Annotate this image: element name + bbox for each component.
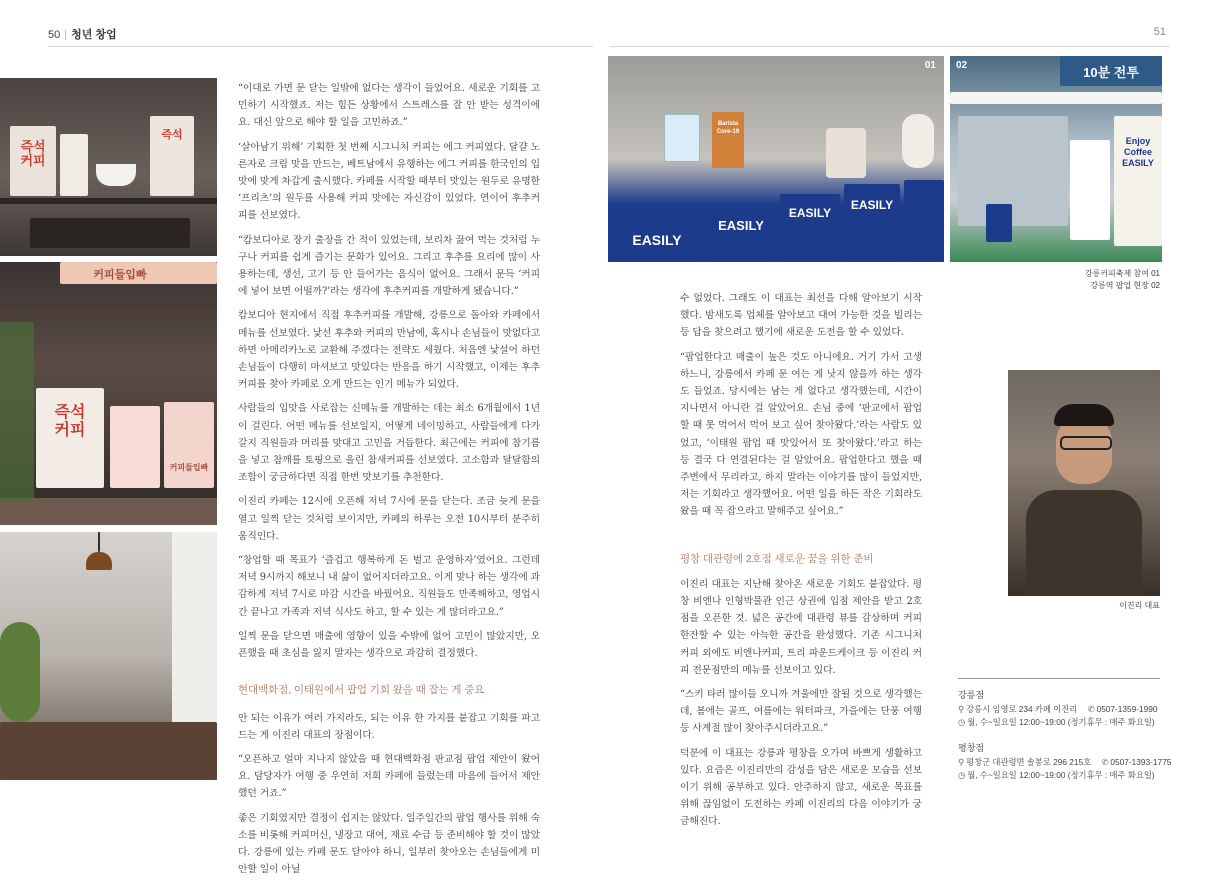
portrait-caption: 이진리 대표: [1119, 601, 1160, 610]
photo-festival-booth: [608, 56, 944, 262]
paragraph: “오픈하고 얼마 지나지 않았을 때 현대백화점 판교점 팝업 제안이 왔어요. 담당자가 여행 중 우연히 저희 카페에 들렀는데 마음에 들어서 제안했던 거죠.”: [238, 753, 540, 800]
header-rule-left: [48, 46, 593, 47]
paragraph: “스키 타러 많이들 오니까 겨울에만 잘될 것으로 생각했는데, 봄에는 골프, 여름에는 워터파크, 가을에는 단풍 여행 등 사계절 많이 찾아주시더라고요.”: [680, 689, 922, 735]
section-subheading: 현대백화점, 이태원에서 팝업 기회 왔을 때 잡는 게 중요: [238, 684, 485, 697]
header-separator: |: [64, 29, 68, 41]
store-hours: 월, 수~일요일 12:00~19:00 (정기휴무 : 매주 화요일): [967, 717, 1155, 727]
store-address: 강릉시 임영로 234 카페 이진리: [966, 704, 1078, 714]
photo-portrait: [1008, 370, 1160, 596]
paragraph: “창업할 때 목표가 ‘즐겁고 행복하게 돈 벌고 운영하자’였어요. 그런데 저녁 9시까지 해보니 내 삶이 없어지더라고요. 이게 맞나 하는 생각에 과감하게 저녁 7시로 마감 시간을 바꿨어요. 직원들도 만족해하고, 영업시간 끝나고 가족과 저녁 식사도 하고, 할 수 있는 게 많더라고요.”: [238, 555, 540, 618]
store-hours: 월, 수~일요일 12:00~19:00 (정기휴무 : 매주 화요일): [967, 770, 1155, 780]
paragraph: 덕분에 이 대표는 강릉과 평창을 오가며 바쁘게 생활하고 있다. 요즘은 이진리만의 감성을 담은 새로운 모습을 선보이기 위해 공부하고 있다. 안주하지 않고, 새로운 목표를 위해 끊임없이 도전하는 카페 이진리의 다음 이야기가 궁금해진다.: [680, 747, 922, 828]
paragraph: ‘살아남기 위해’ 기획한 첫 번째 시그니처 커피는 에그 커피였다. 달걀 노른자로 크림 맛을 만드는, 베트남에서 유행하는 에그 커피를 한국인의 입맛에 맞게 차갑게 출시했다. 카페를 시작할 때부터 맛있는 원두로 유명한 ‘프리츠’의 원두를 사용해 커피 맛에는 자신감이 있었다. 연이어 후추커피를 선보였다.: [238, 141, 540, 222]
potted-plant: [0, 622, 40, 722]
product-box: [60, 134, 88, 196]
banner: [60, 262, 217, 284]
booth-panel: [844, 184, 900, 258]
paragraph: “팝업한다고 매출이 높은 것도 아니에요. 거기 가서 고생하느니, 강릉에서 카페 문 여는 게 낫지 않을까 하는 생각도 들었죠. 당시에는 남는 게 없다고 생각했는데, 시간이 지나면서 아니란 걸 알았어요. 손님 중에 ‘판교에서 팝업할 때 못 먹어서 먹어 보고 싶어 찾아왔다.’라는 사람도 있었고, ‘이태원 팝업 때 맛있어서 또 찾아왔다.’라고 하는 등 결국 다 연결된다는 걸 알았어요. 팝업한다고 했을 때 주변에서 무리라고, 하지 말라는 이야기를 많이 들었지만, 저는 기회라고 생각했어요. 어떤 일을 하든 작은 기회라도 왔을 때 꼭 잡으라고 말해주고 싶어요.”: [680, 351, 922, 518]
photo-captions: [1000, 268, 1160, 292]
dessert-stand: [826, 128, 866, 178]
pos-terminal: [664, 114, 700, 162]
product-box: [150, 116, 194, 196]
portrait-shirt: [1026, 490, 1142, 596]
header-rule-right: [610, 46, 1170, 47]
booth-label: EASILY: [788, 206, 832, 220]
booth-panel: [706, 208, 776, 258]
standing-sign: [712, 112, 744, 168]
phone-icon: ✆: [1087, 704, 1095, 714]
article-column-right: [680, 290, 922, 838]
booth-panel: [780, 194, 840, 258]
clock-icon: ◷: [958, 717, 966, 727]
photo-number: 01: [924, 60, 936, 71]
store-hours-line: [958, 716, 1155, 728]
info-rule: [958, 678, 1160, 679]
photo-product-display: [0, 262, 217, 525]
paragraph: 안 되는 이유가 여러 가지라도, 되는 이유 한 가지를 붙잡고 기회를 파고드는 게 이진리 대표의 장점이다.: [238, 712, 540, 741]
store-phone: 0507-1393-1775: [1110, 757, 1172, 767]
store-name: 강릉점: [958, 690, 985, 700]
paragraph: 캄보디아 현지에서 직접 후추커피를 개발해, 강릉으로 돌아와 카페에서 메뉴를 선보였다. 낯선 후추와 커피의 만남에, 혹시나 손님들이 맛없다고 하면 아메리카노로 교환해 주겠다는 전략도 세웠다. 처음엔 낯설어 하던 손님들이 다행히 마셔보고 맛있다는 반응을 하기 시작했고, 이제는 후추커피를 찾아 카페로 오게 만드는 인기 메뉴가 되었다.: [238, 310, 540, 391]
page-header-left: [48, 26, 117, 42]
paragraph: 이진리 대표는 지난해 찾아온 새로운 기회도 붙잡았다. 평창 비엔나 인형박물관 인근 상권에 입점 제안을 받고 2호점을 오픈한 것. 넓은 공간에 대관령 뷰를 감상하며 커피 한잔할 수 있는 아늑한 공간을 완성했다. 기존 시그니처 커피 외에도 비엔나커피, 트리 파운드케이크 등 이진리 커피 전문점만의 메뉴를 선보이고 있다.: [680, 578, 922, 676]
page-number-right: 51: [1153, 26, 1166, 38]
store-hours-line: [958, 769, 1155, 781]
plant-foliage: [0, 322, 34, 502]
phone-icon: ✆: [1101, 757, 1109, 767]
popup-banner: [1114, 116, 1162, 246]
box-label: 즉석 커피: [20, 139, 46, 168]
paragraph: “캄보디아로 장기 출장을 간 적이 있었는데, 보리차 끓여 먹는 것처럼 누구나 커피를 쉽게 즐기는 문화가 있어요. 그리고 후추를 요리에 많이 사용하는데, 생선, 고기 등 안 들어가는 음식이 없어요. 그래서 문득 ‘커피에 넣어 보면 어떨까?’라는 생각에 후추커피를 개발하게 됐습니다.”: [238, 234, 540, 298]
page-number-left: 50: [48, 29, 61, 41]
paragraph: 수 없었다. 그래도 이 대표는 최선을 다해 알아보기 시작했다. 밤새도록 업체를 알아보고 대여 가능한 것을 빌리는 등 답을 찾으려고 했기에 새로운 도전을 할 수 있었다.: [680, 293, 922, 339]
sign-label: Barista Core-19: [716, 121, 740, 135]
shelf-board: [0, 198, 217, 204]
box-label: 즉석: [161, 129, 183, 141]
photo-number: 02: [956, 60, 968, 71]
booth-panel: [904, 180, 944, 258]
location-pin-icon: ⚲: [958, 704, 965, 714]
station-windows: [958, 116, 1068, 226]
ceiling-strip: [950, 92, 1162, 104]
booth-label: EASILY: [632, 232, 682, 248]
booth-label: EASILY: [850, 198, 894, 212]
photo-coffee-boxes-shelf: [0, 78, 217, 256]
paragraph: 이진리 카페는 12시에 오픈해 저녁 7시에 문을 닫는다. 조금 늦게 문을 열고 일찍 닫는 것처럼 보이지만, 카페의 하루는 오전 10시부터 분주히 움직인다.: [238, 496, 540, 542]
location-pin-icon: ⚲: [958, 757, 965, 767]
coffee-cup: [96, 164, 136, 186]
paragraph: 좋은 기회였지만 결정이 쉽지는 않았다. 일주일간의 팝업 행사를 위해 숙소를 비롯해 커피머신, 냉장고 대여, 재료 수급 등 준비해야 할 것이 많았다. 강릉에 있는 카페 문도 닫아야 하니, 일부러 찾아오는 손님들에게 미안할 일이 아닐: [238, 812, 540, 876]
article-column-left: [238, 80, 540, 885]
store-address-line: [958, 756, 1171, 768]
store-address: 평창군 대관령면 솔봉로 296 215호: [966, 757, 1092, 767]
box-label: 즉석 커피: [54, 404, 86, 439]
banner-label: 커피들입빠: [93, 269, 147, 281]
cafe-tables: [0, 722, 217, 780]
product-box: [10, 126, 56, 196]
photo-station-popup: [950, 56, 1162, 262]
station-sign: [1060, 56, 1162, 86]
product-box: [36, 388, 104, 488]
station-sign-text: 10분 전투: [1083, 65, 1139, 80]
product-box: [164, 402, 214, 488]
photo-caption-02: 강릉역 팝업 현장 02: [1090, 281, 1160, 290]
booth-panel: [986, 204, 1012, 242]
lamp-cord: [98, 532, 100, 552]
pendant-lamp: [86, 552, 112, 570]
product-box: [110, 406, 160, 488]
paragraph: “이대로 가면 문 닫는 일밖에 없다는 생각이 들었어요. 새로운 기회를 고민하기 시작했죠. 저는 힘든 상황에서 스트레스를 잘 안 받는 성격이에요. 대신 앞으로 해야 할 일을 고민하죠.”: [238, 83, 540, 129]
booth-panel: [612, 224, 702, 258]
paragraph: 사람들의 입맛을 사로잡는 신메뉴를 개발하는 데는 최소 6개월에서 1년이 걸린다. 어떤 메뉴를 선보일지, 어떻게 네이밍하고, 사람들에게 다가갈지 직원들과 머리를 맞대고 고민을 거듭한다. 최근에는 커피에 참기름을 넣고 참깨를 토핑으로 올린 참새커피를 선보였다. 고소함과 달달함의 조합이 궁금하다면 직접 한번 맛보기를 추천한다.: [238, 403, 540, 484]
store-name: 평창점: [958, 743, 985, 753]
section-title: 청년 창업: [71, 29, 117, 41]
photo-cafe-interior: [0, 532, 217, 780]
clock-icon: ◷: [958, 770, 966, 780]
glasses: [1060, 436, 1112, 450]
booth-label: EASILY: [718, 218, 764, 233]
box-label: 커피들입빠: [169, 463, 209, 472]
photo-caption-01: 강릉커피축제 참여 01: [1084, 269, 1160, 278]
popup-counter: [1070, 140, 1110, 240]
store-phone: 0507-1359-1990: [1096, 704, 1158, 714]
shelf-board: [0, 302, 217, 308]
banner-text: Enjoy Coffee EASILY: [1122, 136, 1154, 168]
portrait-hair: [1054, 404, 1114, 426]
plush-toy: [902, 114, 934, 168]
shelf-base: [0, 498, 217, 525]
shelf-lower: [30, 218, 190, 248]
store-address-line: [958, 703, 1157, 715]
section-subheading: 평창 대관령에 2호점 새로운 꿈을 위한 준비: [680, 552, 874, 565]
paragraph: 일찍 문을 닫으면 매출에 영향이 있을 수밖에 없어 고민이 많았지만, 오픈했을 때 초심을 잃지 말자는 생각으로 과감히 결정했다.: [238, 630, 540, 660]
